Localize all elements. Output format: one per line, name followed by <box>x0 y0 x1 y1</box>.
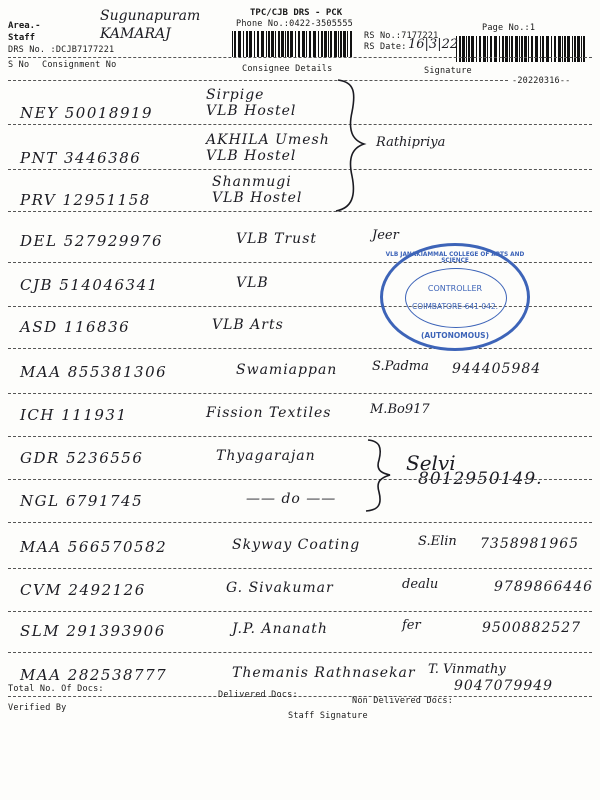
row-divider <box>8 522 592 523</box>
stamp-controller: CONTROLLER <box>427 284 483 293</box>
row-divider <box>8 436 592 437</box>
row-divider <box>8 479 592 480</box>
consignee-name: J.P. Ananath <box>232 621 328 637</box>
stamp-ring-top: VLB JANAKIAMMAL COLLEGE OF ARTS AND SCIENCE <box>385 252 525 264</box>
recipient-phone: 9500882527 <box>482 620 582 636</box>
consignment-number: SLM 291393906 <box>20 622 166 640</box>
recipient-phone: 8012950149. <box>418 469 543 489</box>
rs-date-value: 16|3|22 <box>408 37 459 52</box>
recipient-signature: S.Padma <box>372 359 429 374</box>
consignee-address: VLB Hostel <box>212 190 303 206</box>
recipient-signature: fer <box>402 618 421 633</box>
page-number: Page No.:1 <box>482 23 536 33</box>
brace-rows-9-10 <box>362 438 398 513</box>
staff-signature-label: Staff Signature <box>288 711 368 721</box>
consignee-name: VLB <box>236 275 269 291</box>
brace-rows-1-3 <box>330 78 370 213</box>
row-divider <box>8 696 592 697</box>
consignment-number: MAA 566570582 <box>20 538 168 556</box>
consignment-number: ASD 116836 <box>20 318 131 336</box>
consignment-number: CJB 514046341 <box>20 276 159 294</box>
document-title: TPC/CJB DRS - PCK <box>250 8 343 18</box>
table-row <box>0 175 600 215</box>
recipient-signature: M.Bo917 <box>370 402 430 417</box>
consignment-number: MAA 855381306 <box>20 363 168 381</box>
row-divider <box>8 211 592 212</box>
stamp-city: COIMBATORE-641 042. <box>411 302 499 311</box>
column-date-code: -20220316-- <box>512 76 571 86</box>
verified-by-label: Verified By <box>8 703 67 713</box>
column-consignment: Consignment No <box>42 60 117 70</box>
column-sno: S No <box>8 60 30 70</box>
rs-date-label: RS Date: <box>364 42 407 52</box>
recipient-phone: 9047079949 <box>454 678 554 694</box>
row-divider <box>8 348 592 349</box>
staff-value: KAMARAJ <box>100 26 171 42</box>
area-value: Sugunapuram <box>100 8 201 24</box>
consignee-name: VLB Trust <box>236 231 318 247</box>
total-docs-label: Total No. Of Docs: <box>8 684 104 694</box>
recipient-signature: S.Elin <box>418 534 457 549</box>
phone-number: Phone No.:0422-3505555 <box>236 19 353 29</box>
consignment-number: DEL 527929976 <box>20 232 164 250</box>
table-row <box>0 486 600 526</box>
consignee-name: Swamiappan <box>236 362 338 378</box>
non-delivered-docs-label: Non Delivered Docs: <box>352 696 454 706</box>
consignee-name: VLB Arts <box>212 317 284 333</box>
consignment-number: GDR 5236556 <box>20 449 144 467</box>
row-divider <box>8 393 592 394</box>
table-row <box>0 616 600 656</box>
consignee-name: Sirpige <box>206 87 265 103</box>
consignee-address: VLB Hostel <box>206 148 297 164</box>
consignee-name: G. Sivakumar <box>226 580 334 596</box>
column-consignee: Consignee Details <box>242 64 333 74</box>
staff-label: Staff <box>8 33 36 43</box>
recipient-phone: 944405984 <box>452 361 542 377</box>
stamp-inner-ring <box>405 268 507 328</box>
consignee-name: Themanis Rathnasekar <box>232 665 416 681</box>
recipient-signature: Rathipriya <box>376 135 446 150</box>
table-row <box>0 532 600 572</box>
recipient-signature: Selvi <box>406 451 456 475</box>
consignment-number: MAA 282538777 <box>20 666 168 684</box>
recipient-signature: T. Vinmathy <box>428 662 506 677</box>
consignee-name: Skyway Coating <box>232 537 361 553</box>
consignee-name: Shanmugi <box>212 174 292 190</box>
column-signature: Signature <box>424 66 472 76</box>
area-label: Area.- <box>8 21 41 31</box>
recipient-signature: dealu <box>402 577 439 592</box>
consignee-name: Thyagarajan <box>216 448 316 464</box>
table-row <box>0 575 600 615</box>
consignment-number: PRV 12951158 <box>20 191 151 209</box>
drs-number: DRS No. :DCJB7177221 <box>8 45 115 55</box>
table-row <box>0 443 600 489</box>
consignment-number: NGL 6791745 <box>20 492 144 510</box>
table-row <box>0 660 600 700</box>
row-divider <box>8 652 592 653</box>
delivered-docs-label: Delivered Docs: <box>218 690 298 700</box>
table-row <box>0 133 600 173</box>
recipient-phone: 7358981965 <box>480 536 580 552</box>
barcode-right <box>456 36 590 62</box>
recipient-phone: 9789866446 <box>494 579 594 595</box>
table-row <box>0 400 600 440</box>
consignee-name: Fission Textiles <box>206 405 332 421</box>
row-divider <box>8 124 592 125</box>
consignment-number: ICH 111931 <box>20 406 128 424</box>
row-divider <box>8 169 592 170</box>
row-divider <box>8 568 592 569</box>
recipient-signature: Jeer <box>372 228 399 243</box>
row-divider <box>8 611 592 612</box>
consignment-number: PNT 3446386 <box>20 149 142 167</box>
barcode-left <box>232 31 356 57</box>
stamp-ring-bottom: (AUTONOMOUS) <box>421 331 489 340</box>
consignee-name: —— do —— <box>246 491 337 507</box>
rs-number: RS No.:7177221 <box>364 31 439 41</box>
college-stamp <box>380 243 530 351</box>
column-divider <box>8 80 508 81</box>
consignment-number: CVM 2492126 <box>20 581 146 599</box>
consignee-name: AKHILA Umesh <box>206 132 330 148</box>
table-row <box>0 88 600 128</box>
table-row <box>0 357 600 397</box>
consignment-number: NEY 50018919 <box>20 104 154 122</box>
header-divider <box>8 57 592 58</box>
consignee-address: VLB Hostel <box>206 103 297 119</box>
